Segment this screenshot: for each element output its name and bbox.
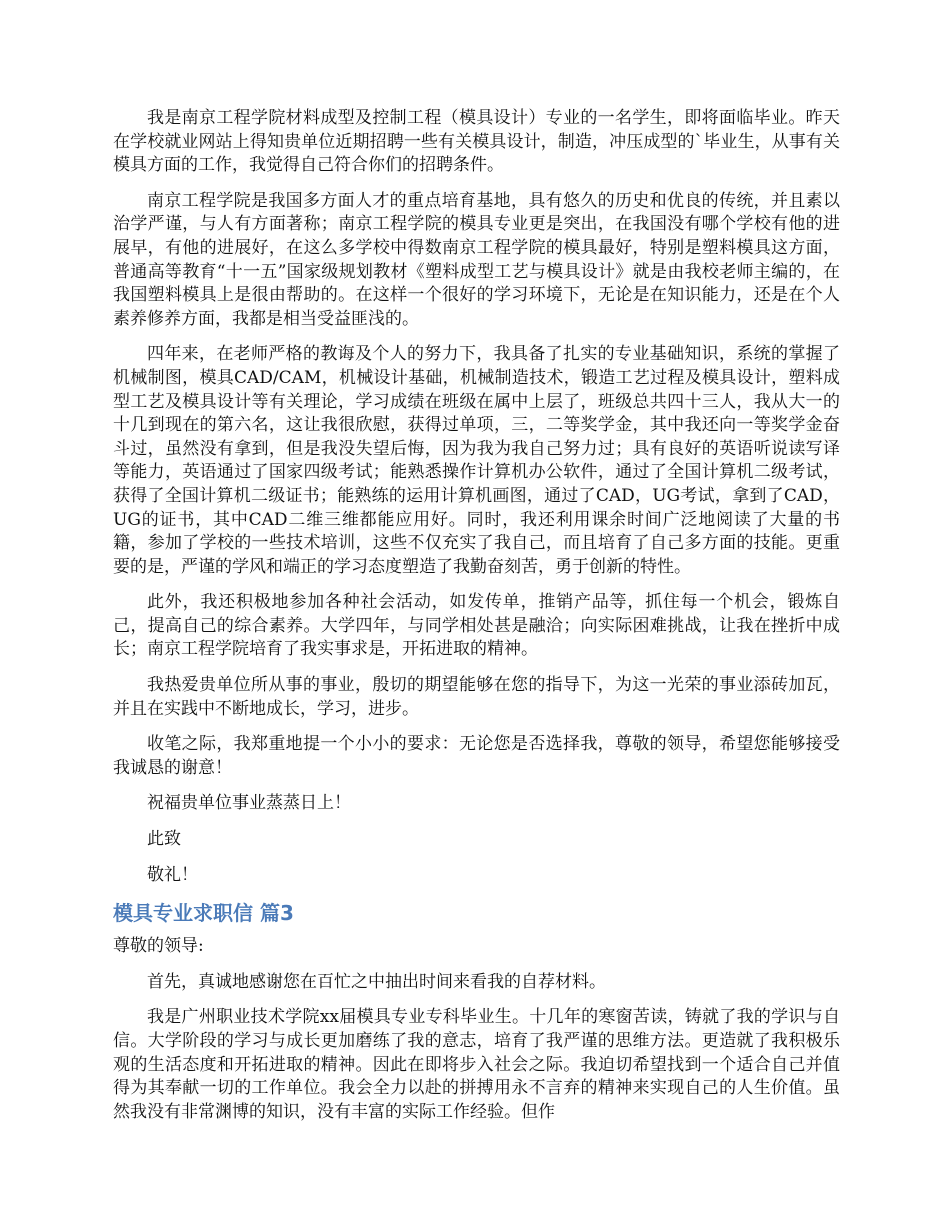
section-heading: 模具专业求职信 篇3 bbox=[113, 901, 294, 926]
body-paragraph: 我热爱贵单位所从事的事业，殷切的期望能够在您的指导下，为这一光荣的事业添砖加瓦，并且在实践中不断地成长，学习，进步。 bbox=[113, 675, 840, 719]
body-paragraph: 南京工程学院是我国多方面人才的重点培育基地，具有悠久的历史和优良的传统，并且素以治学严谨，与人有方面著称；南京工程学院的模具专业更是突出，在我国没有哪个学校有他的进展早，有他的进展好，在这么多学校中得数南京工程学院的模具最好，特别是塑料模具这方面，普通高等教育“十一五”国家级规划教材《塑料成型工艺与模具设计》就是由我校老师主编的，在我国塑料模具上是很由帮助的。在这样一个很好的学习环境下，无论是在知识能力，还是在个人素养修养方面，我都是相当受益匪浅的。 bbox=[113, 190, 840, 329]
closing-cizhi: 此致 bbox=[147, 829, 181, 850]
document-page bbox=[113, 107, 840, 1136]
body-paragraph: 四年来，在老师严格的教诲及个人的努力下，我具备了扎实的专业基础知识，系统的掌握了机械制图，模具CAD/CAM，机械设计基础，机械制造技术，锻造工艺过程及模具设计，塑料成型工艺及模具设计等有关理论，学习成绩在班级在属中上层了，班级总共四十三人，我从大一的十几到现在的第六名，这让我很欣慰，获得过单项，三，二等奖学金，其中我还向一等奖学金奋斗过，虽然没有拿到，但是我没失望后悔，因为我为我自己努力过；具有良好的英语听说读写译等能力，英语通过了国家四级考试；能熟悉操作计算机办公软件，通过了全国计算机二级考试，获得了全国计算机二级证书；能熟练的运用计算机画图，通过了CAD，UG考试，拿到了CAD，UG的证书，其中CAD二维三维都能应用好。同时，我还利用课余时间广泛地阅读了大量的书籍，参加了学校的一些技术培训，这些不仅充实了我自己，而且培育了自己多方面的技能。更重要的是，严谨的学风和端正的学习态度塑造了我勤奋刻苦，勇于创新的特性。 bbox=[113, 344, 840, 577]
salutation: 尊敬的领导: bbox=[113, 936, 204, 957]
body-paragraph: 收笔之际，我郑重地提一个小小的要求：无论您是否选择我，尊敬的领导，希望您能够接受我诚恳的谢意！ bbox=[113, 734, 840, 778]
closing-jingli: 敬礼！ bbox=[147, 864, 198, 885]
closing-blessing: 祝福贵单位事业蒸蒸日上！ bbox=[147, 793, 351, 814]
body-paragraph: 我是南京工程学院材料成型及控制工程（模具设计）专业的一名学生，即将面临毕业。昨天在学校就业网站上得知贵单位近期招聘一些有关模具设计，制造，冲压成型的`毕业生，从事有关模具方面的工作，我觉得自己符合你们的招聘条件。 bbox=[113, 108, 840, 176]
body-paragraph: 我是广州职业技术学院xx届模具专业专科毕业生。十几年的寒窗苦读，铸就了我的学识与自信。大学阶段的学习与成长更加磨练了我的意志，培育了我严谨的思维方法。更造就了我积极乐观的生活态度和开拓进取的精神。因此在即将步入社会之际。我迫切希望找到一个适合自己并值得为其奉献一切的工作单位。我会全力以赴的拼搏用永不言弃的精神来实现自己的人生价值。虽然我没有非常渊博的知识，没有丰富的实际工作经验。但作 bbox=[113, 1007, 840, 1122]
body-paragraph: 此外，我还积极地参加各种社会活动，如发传单，推销产品等，抓住每一个机会，锻炼自己，提高自己的综合素养。大学四年，与同学相处甚是融洽；向实际困难挑战，让我在挫折中成长；南京工程学院培育了我实事求是，开拓进取的精神。 bbox=[113, 592, 840, 660]
body-paragraph: 首先，真诚地感谢您在百忙之中抽出时间来看我的自荐材料。 bbox=[147, 971, 606, 992]
